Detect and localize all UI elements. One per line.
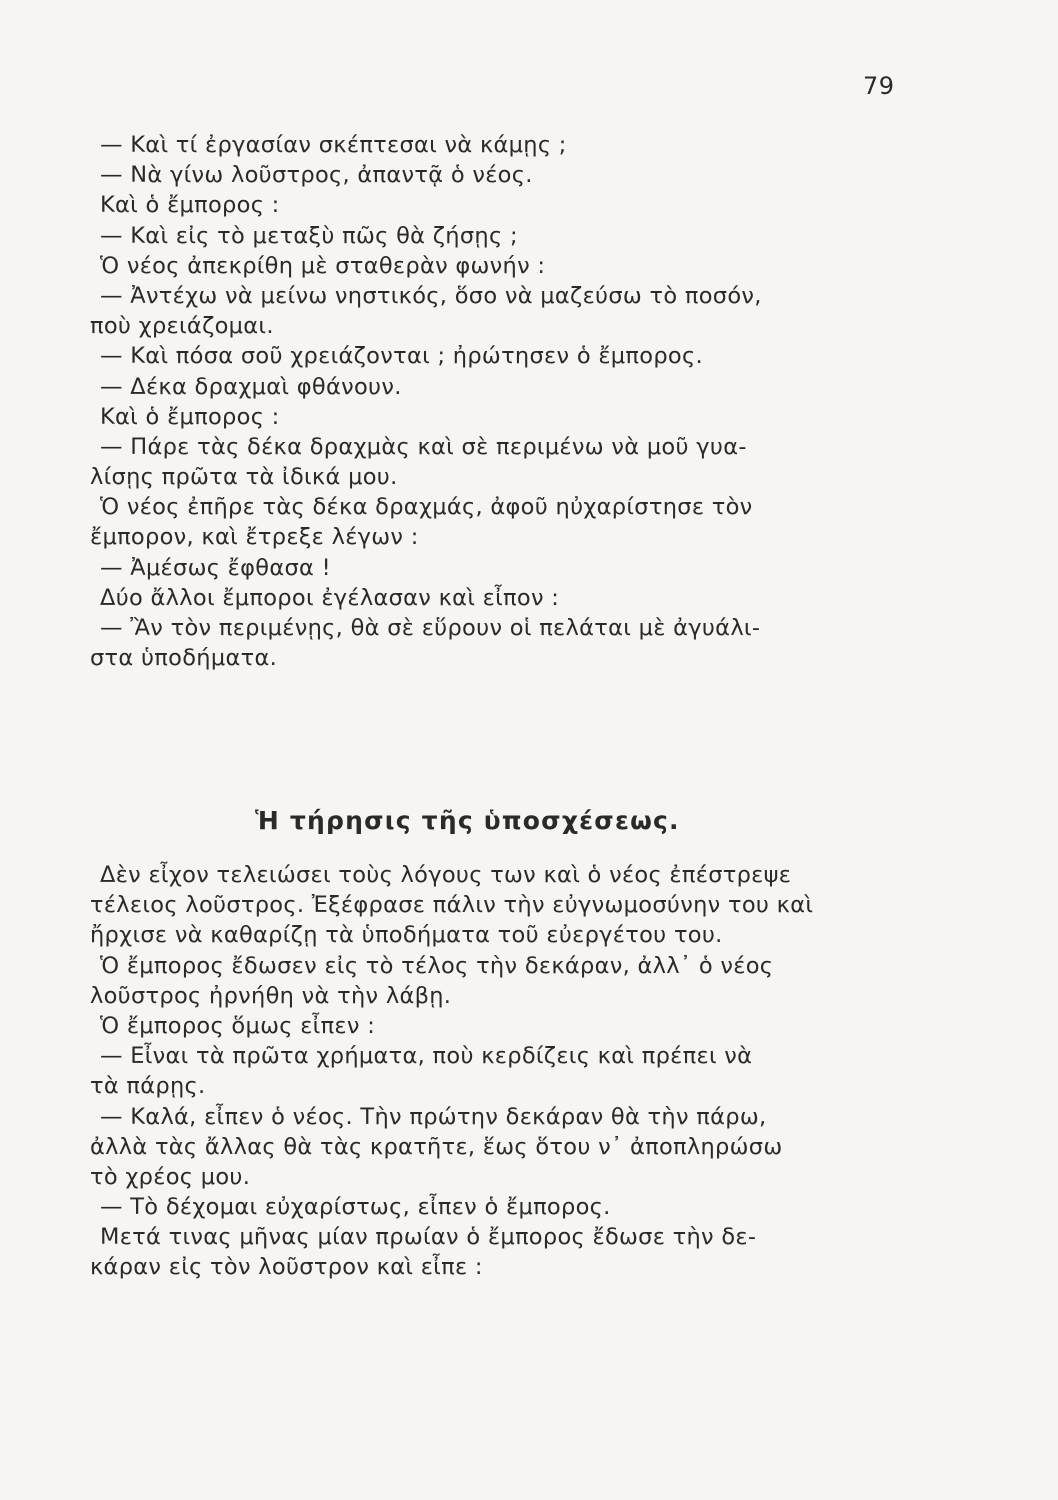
text-line: Ὁ νέος ἀπεκρίθη μὲ σταθερὰν φωνήν :: [100, 252, 546, 279]
text-block-dialogue: [90, 130, 898, 673]
text-line: Καὶ ὁ ἔμπορος :: [100, 192, 280, 219]
page-number: 79: [863, 72, 895, 100]
text-line: — Νὰ γίνω λοῦστρος, ἀπαντᾷ ὁ νέος.: [100, 162, 533, 189]
text-line: — Εἶναι τὰ πρῶτα χρήματα, ποὺ κερδίζεις καὶ πρέπει νὰ: [100, 1043, 753, 1070]
text-line: λίσῃς πρῶτα τὰ ἰδικά μου.: [90, 464, 398, 491]
text-line: λοῦστρος ἠρνήθη νὰ τὴν λάβῃ.: [90, 982, 452, 1009]
section-heading: Ἡ τήρησις τῆς ὑποσχέσεως.: [255, 806, 680, 835]
text-line: Δὲν εἶχον τελειώσει τοὺς λόγους των καὶ ὁ νέος ἐπέστρεψε: [100, 862, 792, 888]
text-line: — Ἀντέχω νὰ μείνω νηστικός, ὅσο νὰ μαζεύσω τὸ ποσόν,: [100, 282, 762, 309]
text-line: ποὺ χρειάζομαι.: [90, 313, 274, 340]
text-line: τέλειος λοῦστρος. Ἐξέφρασε πάλιν τὴν εὐγνωμοσύνην του καὶ: [90, 892, 814, 919]
text-line: Καὶ ὁ ἔμπορος :: [100, 403, 280, 430]
text-line: κάραν εἰς τὸν λοῦστρον καὶ εἶπε :: [90, 1254, 483, 1281]
text-line: Μετά τινας μῆνας μίαν πρωίαν ὁ ἔμπορος ἔδωσε τὴν δε-: [100, 1224, 757, 1251]
text-line: — Καὶ τί ἐργασίαν σκέπτεσαι νὰ κάμῃς ;: [100, 132, 567, 158]
text-line: ἀλλὰ τὰς ἄλλας θὰ τὰς κρατῆτε, ἕως ὅτου ν᾽ ἀποπληρώσω: [90, 1133, 783, 1160]
text-line: — Καὶ πόσα σοῦ χρειάζονται ; ἠρώτησεν ὁ ἔμπορος.: [100, 343, 703, 370]
text-line: στα ὑποδήματα.: [90, 645, 278, 672]
text-line: τὸ χρέος μου.: [90, 1163, 251, 1190]
text-line: — Καλά, εἶπεν ὁ νέος. Τὴν πρώτην δεκάραν θὰ τὴν πάρω,: [100, 1103, 767, 1130]
text-line: Ὁ ἔμπορος ὅμως εἶπεν :: [100, 1012, 376, 1039]
text-line: ἤρχισε νὰ καθαρίζῃ τὰ ὑποδήματα τοῦ εὐεργέτου του.: [90, 922, 723, 949]
text-line: — Ἂν τὸν περιμένῃς, θὰ σὲ εὕρουν οἱ πελάται μὲ ἀγυάλι-: [100, 615, 761, 641]
text-line: Ὁ ἔμπορος ἔδωσεν εἰς τὸ τέλος τὴν δεκάραν, ἀλλ᾽ ὁ νέος: [100, 952, 774, 979]
text-line: — Ἀμέσως ἔφθασα !: [100, 554, 331, 581]
text-line: ἔμπορον, καὶ ἔτρεξε λέγων :: [90, 524, 419, 551]
text-line: — Πάρε τὰς δέκα δραχμὰς καὶ σὲ περιμένω νὰ μοῦ γυα-: [100, 433, 747, 460]
text-line: Δύο ἄλλοι ἔμποροι ἐγέλασαν καὶ εἶπον :: [100, 584, 560, 611]
text-line: — Καὶ εἰς τὸ μεταξὺ πῶς θὰ ζήσῃς ;: [100, 222, 518, 249]
text-line: — Τὸ δέχομαι εὐχαρίστως, εἶπεν ὁ ἔμπορος.: [100, 1194, 611, 1221]
text-line: Ὁ νέος ἐπῆρε τὰς δέκα δραχμάς, ἀφοῦ ηὐχαρίστησε τὸν: [100, 494, 753, 521]
text-block-narrative: [90, 860, 898, 1283]
text-line: — Δέκα δραχμαὶ φθάνουν.: [100, 373, 402, 400]
text-line: τὰ πάρῃς.: [90, 1073, 206, 1100]
